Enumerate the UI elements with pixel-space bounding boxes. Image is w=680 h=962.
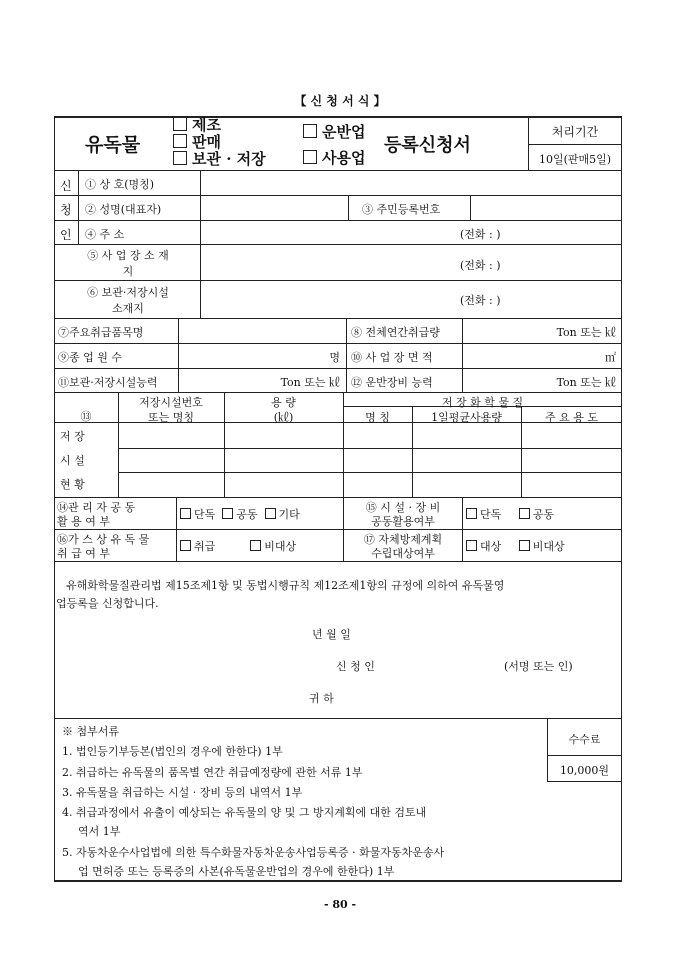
- signature-note: (서명 또는 인): [504, 660, 573, 673]
- gas-options[interactable]: 취급 비대상: [180, 538, 296, 554]
- mgmt-options[interactable]: 단독 공동 기타: [180, 506, 300, 522]
- fee-label: 수수료: [568, 733, 601, 746]
- plan-label-2: 수립대상여부: [371, 547, 435, 560]
- checkbox-icon: [173, 117, 187, 131]
- gas-label-2: 취 급 여 부: [57, 547, 110, 560]
- business-phone: (전화 : ): [460, 259, 501, 272]
- col-id-header: 저장시설번호: [139, 396, 203, 409]
- company-name-label: ① 상 호(명칭): [85, 178, 155, 191]
- company-name-field[interactable]: [203, 173, 618, 193]
- business-location-label-2: 지: [122, 265, 134, 278]
- recipient: 귀 하: [309, 692, 334, 705]
- col-capacity-header-2: (㎘): [273, 411, 294, 424]
- mgmt-label-2: 활 용 여 부: [57, 515, 110, 528]
- checkbox-icon: [466, 540, 477, 551]
- employees-label: ⑨종 업 원 수: [58, 351, 122, 364]
- storage-location-label-2: 소재지: [112, 302, 144, 315]
- rrn-label: ③ 주민등록번호: [362, 203, 441, 216]
- checkbox-icon: [173, 134, 187, 148]
- opt-use[interactable]: 사용업: [303, 147, 365, 168]
- applicant-side-1: 신: [60, 179, 72, 193]
- facility-side-1: 저 장: [60, 430, 85, 443]
- declaration-date: 년 월 일: [312, 628, 351, 641]
- attachment-item: 1. 법인등기부등본(법인의 경우에 한한다) 1부: [62, 745, 283, 758]
- attachment-item: 4. 취급과정에서 유출이 예상되는 유독물의 양 및 그 방지계획에 대한 검토내: [62, 806, 427, 819]
- rrn-field[interactable]: [473, 198, 618, 218]
- transport-capacity-unit: Ton 또는 ㎘: [556, 376, 616, 389]
- checkbox-icon: [303, 124, 317, 138]
- checkbox-icon: [222, 508, 233, 519]
- facility-row-3[interactable]: [120, 474, 620, 495]
- checkbox-icon: [519, 540, 530, 551]
- opt-sale[interactable]: 판매: [173, 134, 221, 151]
- facility-row-2[interactable]: [120, 450, 620, 470]
- checkbox-icon: [303, 150, 317, 164]
- gas-label: ⑯가 스 상 유 독 물: [57, 533, 150, 546]
- col-chem-header: 저 장 화 학 물 질: [441, 396, 524, 409]
- address-phone: (전화 : ): [460, 228, 501, 241]
- declaration-line-2: 업등록을 신청합니다.: [56, 597, 159, 610]
- applicant-side-2: 청: [60, 203, 72, 217]
- mgmt-label: ⑭관 리 자 공 동: [57, 501, 136, 514]
- form-heading: 【 신 청 서 식 】: [294, 94, 386, 108]
- opt-storage[interactable]: 보관 · 저장: [173, 151, 266, 168]
- attachment-item: 2. 취급하는 유독물의 품목별 연간 취급예정량에 관한 서류 1부: [62, 766, 363, 779]
- annual-amount-unit: Ton 또는 ㎘: [556, 326, 616, 339]
- substance-label: 유독물: [85, 134, 141, 156]
- area-label: ⑩ 사 업 장 면 적: [351, 351, 433, 364]
- col-daily-header: 1일평균사용량: [431, 411, 502, 424]
- registration-title: 등록신청서: [384, 135, 471, 156]
- page-number: - 80 -: [323, 898, 357, 911]
- facility-number: ⑬: [80, 410, 92, 423]
- employees-unit: 명: [329, 351, 340, 364]
- attachment-item: 3. 유독물을 취급하는 시설 · 장비 등의 내역서 1부: [62, 786, 303, 799]
- checkbox-icon: [250, 540, 261, 551]
- equip-options[interactable]: 단독 공동: [466, 506, 554, 522]
- facility-side-2: 시 설: [60, 454, 85, 467]
- representative-field[interactable]: [203, 198, 345, 218]
- annual-amount-label: ⑧ 전체연간취급량: [351, 326, 440, 339]
- storage-capacity-label: ⑪보관·저장시설능력: [58, 376, 158, 389]
- plan-options[interactable]: 대상 비대상: [466, 538, 565, 554]
- checkbox-icon: [265, 508, 276, 519]
- checkbox-icon: [519, 508, 530, 519]
- processing-value: 10일(판매5일): [538, 153, 612, 166]
- equip-label-2: 공동활용여부: [371, 515, 435, 528]
- checkbox-icon: [180, 508, 191, 519]
- attachments-heading: ※ 첨부서류: [62, 725, 120, 738]
- equip-label: ⑮ 시 설 · 장 비: [365, 501, 441, 514]
- storage-location-label: ⑥ 보관·저장시설: [87, 286, 169, 299]
- checkbox-icon: [180, 540, 191, 551]
- applicant-signature-label: 신 청 인: [336, 660, 375, 673]
- checkbox-icon: [466, 508, 477, 519]
- col-purpose-header: 주 요 용 도: [545, 411, 598, 424]
- opt-transport[interactable]: 운반업: [303, 121, 365, 142]
- facility-side-3: 현 황: [60, 478, 85, 491]
- storage-phone: (전화 : ): [460, 294, 501, 307]
- plan-label: ⑰ 자체방제계획: [363, 533, 443, 546]
- opt-manufacture[interactable]: 제조: [173, 117, 221, 134]
- applicant-side-3: 인: [60, 228, 72, 242]
- transport-capacity-label: ⑫ 운반장비 능력: [351, 376, 433, 389]
- business-location-label: ⑤ 사 업 장 소 재: [87, 249, 169, 262]
- representative-label: ② 성명(대표자): [85, 203, 162, 216]
- fee-value: 10,000원: [559, 764, 610, 777]
- attachment-item: 업 면허증 또는 등록증의 사본(유독물운반업의 경우에 한한다) 1부: [78, 865, 395, 878]
- attachment-item: 역서 1부: [78, 825, 121, 838]
- attachment-item: 5. 자동차운수사업법에 의한 특수화물자동차운송사업등록증 · 화물자동차운송사: [62, 846, 445, 859]
- area-unit: ㎡: [605, 351, 616, 364]
- col-capacity-header: 용 량: [271, 396, 296, 409]
- main-items-label: ⑦주요취급품목명: [58, 326, 144, 339]
- col-name-header: 명 칭: [365, 411, 390, 424]
- address-label: ④ 주 소: [85, 228, 125, 241]
- facility-row-1[interactable]: [120, 424, 620, 446]
- storage-capacity-unit: Ton 또는 ㎘: [280, 376, 340, 389]
- checkbox-icon: [173, 151, 187, 165]
- declaration-line-1: 유해화학물질관리법 제15조제1항 및 동법시행규칙 제12조제1항의 규정에 의하여 유독물영: [66, 579, 505, 592]
- processing-label: 처리기간: [551, 125, 599, 139]
- col-id-header-2: 또는 명칭: [147, 411, 194, 424]
